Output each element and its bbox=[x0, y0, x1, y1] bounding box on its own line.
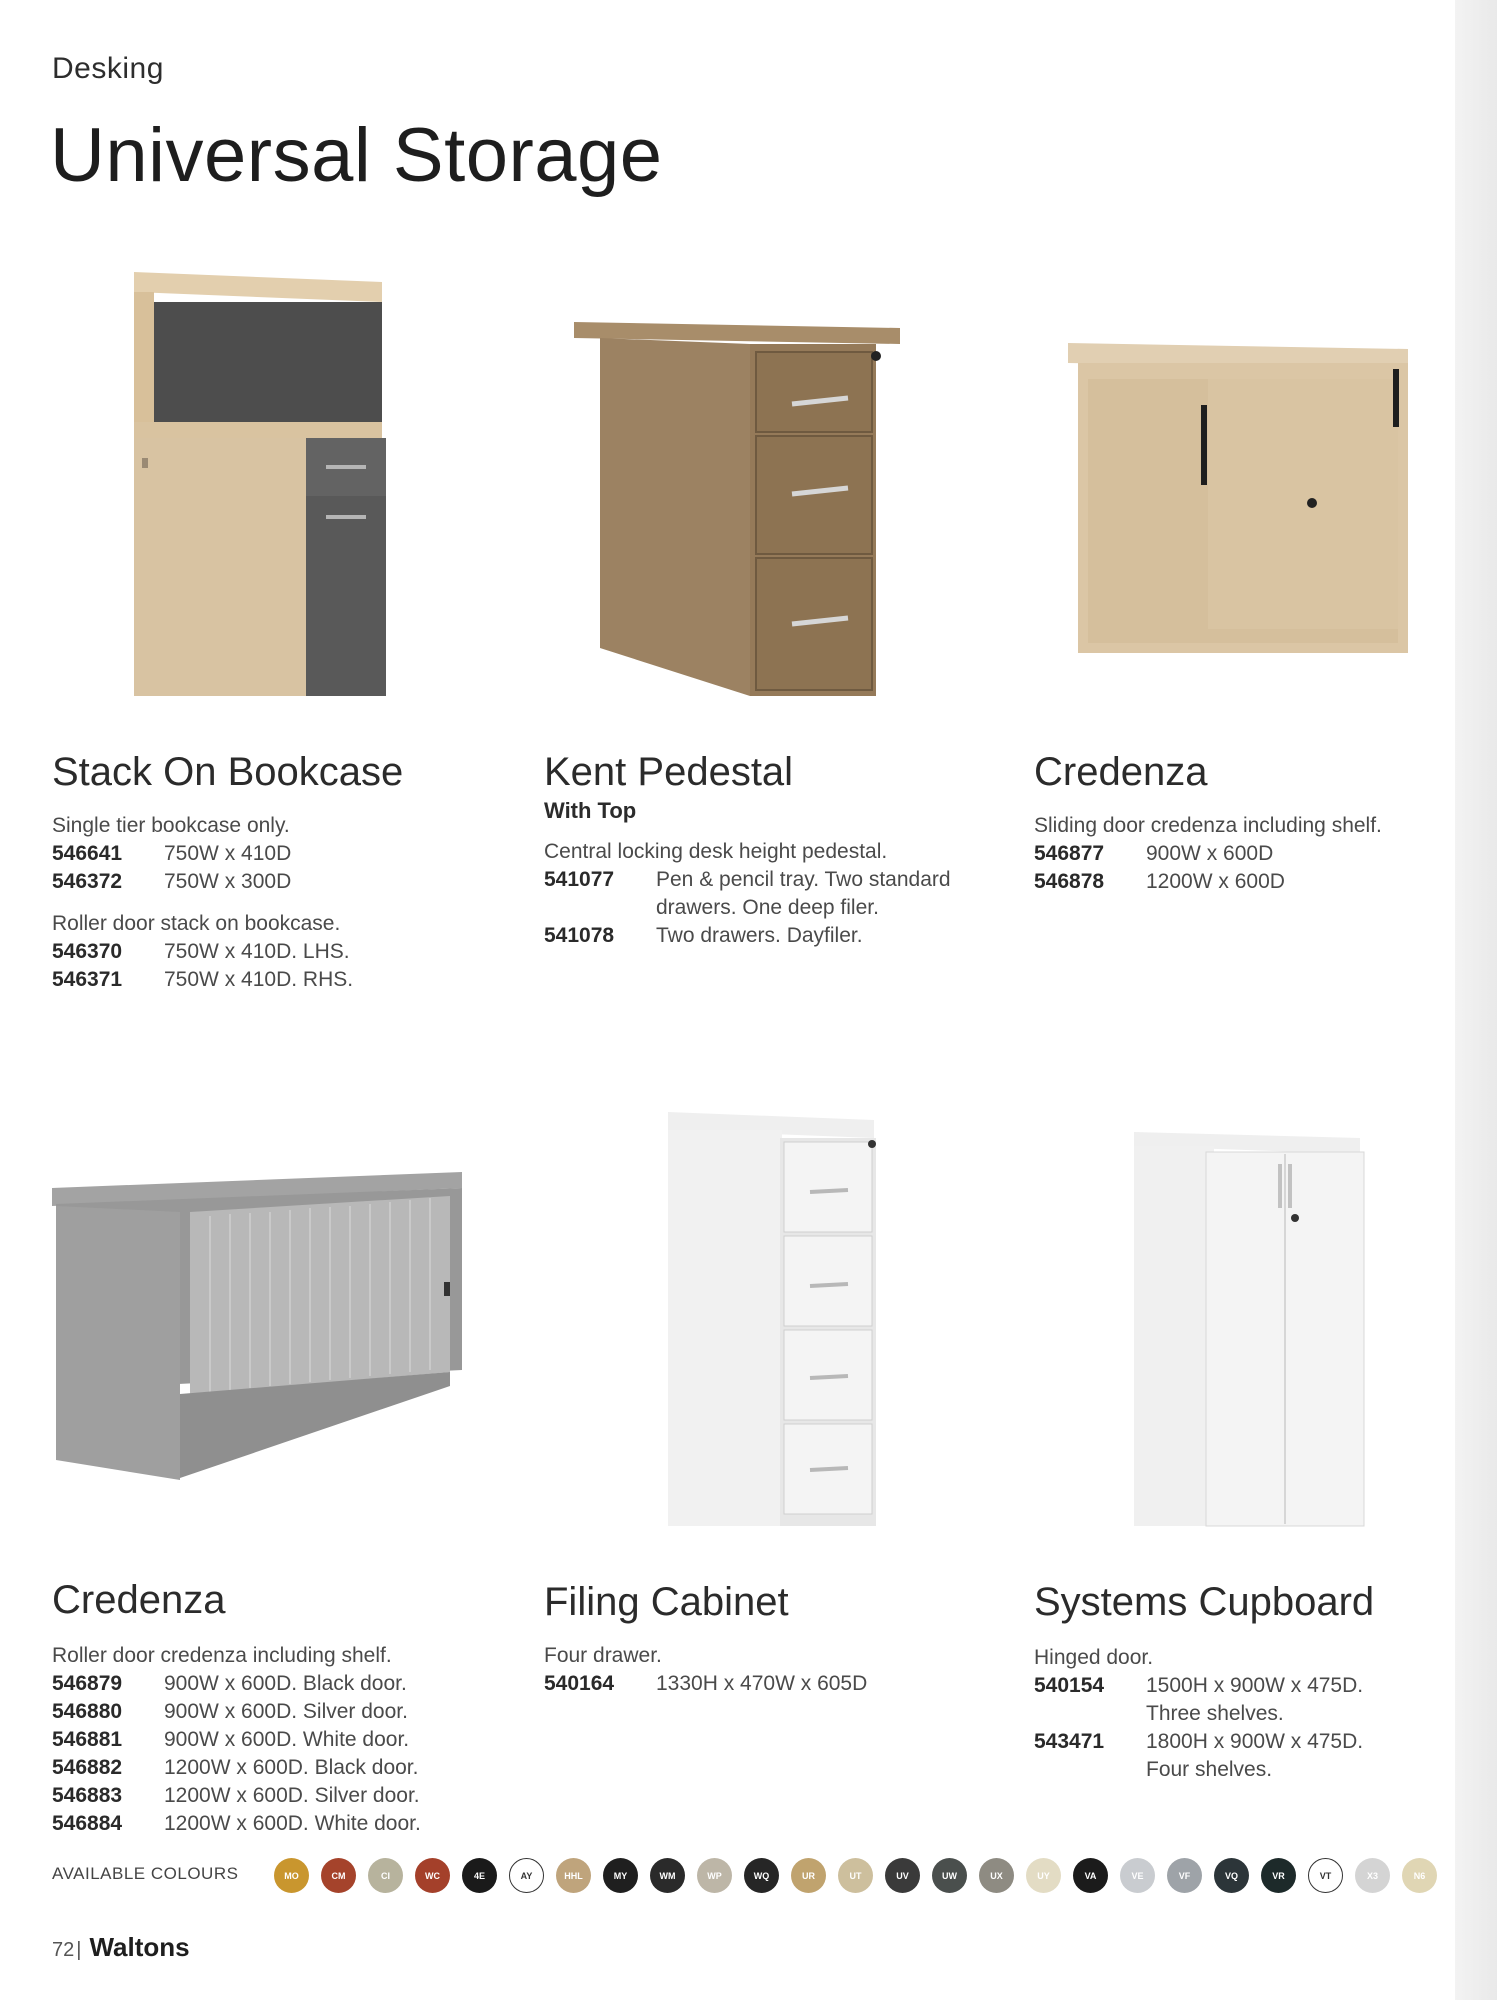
product-spec: Pen & pencil tray. Two standard drawers. One deep filer. bbox=[656, 868, 951, 919]
product-spec: 900W x 600D bbox=[1146, 842, 1274, 865]
colour-swatch: X3 bbox=[1355, 1858, 1390, 1893]
colour-swatch: CI bbox=[368, 1858, 403, 1893]
product-description: Sliding door credenza including shelf. bbox=[1034, 814, 1382, 837]
stack-on-bookcase-image bbox=[120, 262, 400, 702]
product-code: 546877 bbox=[1034, 842, 1105, 865]
colour-swatch: VT bbox=[1308, 1858, 1343, 1893]
product-variant bbox=[52, 1726, 492, 1754]
product-code: 543471 bbox=[1034, 1730, 1105, 1753]
product-spec: 1800H x 900W x 475D. Four shelves. bbox=[1146, 1730, 1364, 1781]
colour-swatch: VA bbox=[1073, 1858, 1108, 1893]
product-code: 546883 bbox=[52, 1784, 123, 1807]
roller-door-credenza-image bbox=[50, 1160, 470, 1490]
product-variant bbox=[52, 840, 492, 868]
product-spec: 900W x 600D. White door. bbox=[164, 1728, 410, 1751]
colour-swatch: VF bbox=[1167, 1858, 1202, 1893]
product-variant bbox=[52, 868, 492, 896]
product-code: 541077 bbox=[544, 868, 615, 891]
product-code: 540164 bbox=[544, 1672, 615, 1695]
product-spec: 900W x 600D. Black door. bbox=[164, 1672, 407, 1695]
product-spec: 750W x 410D bbox=[164, 842, 292, 865]
product-description: Four drawer. bbox=[544, 1644, 662, 1667]
product-variant bbox=[544, 866, 964, 922]
product-code: 546371 bbox=[52, 968, 123, 991]
product-description: Single tier bookcase only. bbox=[52, 814, 290, 837]
product-spec: 1200W x 600D. Silver door. bbox=[164, 1784, 420, 1807]
product-code: 540154 bbox=[1034, 1674, 1105, 1697]
colour-swatch: N6 bbox=[1402, 1858, 1437, 1893]
filing-cabinet-image bbox=[664, 1108, 884, 1528]
footer-separator: | bbox=[76, 1939, 82, 1961]
product-variant bbox=[1034, 1672, 1454, 1728]
product-credenza-roller bbox=[52, 1576, 492, 1838]
page-footer bbox=[52, 1932, 190, 1963]
product-spec: 1500H x 900W x 475D. Three shelves. bbox=[1146, 1674, 1364, 1725]
product-variant bbox=[52, 966, 492, 994]
product-code: 546878 bbox=[1034, 870, 1105, 893]
colour-swatch: CM bbox=[321, 1858, 356, 1893]
colour-swatch: VE bbox=[1120, 1858, 1155, 1893]
product-spec: 1330H x 470W x 605D bbox=[656, 1672, 868, 1695]
colour-swatch: VR bbox=[1261, 1858, 1296, 1893]
colour-swatch: WP bbox=[697, 1858, 732, 1893]
product-name: Credenza bbox=[52, 1578, 226, 1622]
page-title: Universal Storage bbox=[50, 113, 663, 198]
colour-swatch: UT bbox=[838, 1858, 873, 1893]
product-code: 546884 bbox=[52, 1812, 123, 1835]
brand-logo: Waltons bbox=[89, 1932, 190, 1962]
product-variant bbox=[544, 922, 964, 950]
colour-swatch: MO bbox=[274, 1858, 309, 1893]
colour-swatch: MY bbox=[603, 1858, 638, 1893]
product-code: 546880 bbox=[52, 1700, 123, 1723]
colour-swatch: 4E bbox=[462, 1858, 497, 1893]
product-systems-cupboard bbox=[1034, 1578, 1454, 1784]
colour-swatch: VQ bbox=[1214, 1858, 1249, 1893]
systems-cupboard-image bbox=[1130, 1124, 1370, 1530]
product-code: 546882 bbox=[52, 1756, 123, 1779]
product-name: Filing Cabinet bbox=[544, 1580, 789, 1624]
product-credenza-sliding bbox=[1034, 748, 1454, 896]
colour-swatch: WQ bbox=[744, 1858, 779, 1893]
product-spec: 1200W x 600D bbox=[1146, 870, 1285, 893]
product-variant bbox=[52, 1754, 492, 1782]
product-name: Kent Pedestal bbox=[544, 750, 794, 794]
product-spec: 1200W x 600D. Black door. bbox=[164, 1756, 419, 1779]
product-code: 541078 bbox=[544, 924, 615, 947]
colour-swatch: UY bbox=[1026, 1858, 1061, 1893]
product-variant bbox=[52, 1698, 492, 1726]
product-variant bbox=[52, 1670, 492, 1698]
product-name: Stack On Bookcase bbox=[52, 750, 404, 794]
section-label: Desking bbox=[52, 52, 164, 85]
product-description: Central locking desk height pedestal. bbox=[544, 840, 888, 863]
product-spec: 750W x 410D. RHS. bbox=[164, 968, 354, 991]
product-variant bbox=[52, 938, 492, 966]
product-name: Systems Cupboard bbox=[1034, 1580, 1375, 1624]
page-edge-shadow bbox=[1455, 0, 1497, 2000]
colour-swatch-list bbox=[274, 1858, 1437, 1893]
product-variant bbox=[52, 1810, 492, 1838]
colour-swatch: AY bbox=[509, 1858, 544, 1893]
product-variant bbox=[1034, 868, 1454, 896]
product-description: Hinged door. bbox=[1034, 1646, 1154, 1669]
product-code: 546641 bbox=[52, 842, 123, 865]
colour-swatch: UV bbox=[885, 1858, 920, 1893]
colour-swatch: UW bbox=[932, 1858, 967, 1893]
page-number: 72 bbox=[52, 1939, 75, 1961]
product-code: 546881 bbox=[52, 1728, 123, 1751]
product-code: 546370 bbox=[52, 940, 123, 963]
product-name: Credenza bbox=[1034, 750, 1208, 794]
colour-swatch: HHL bbox=[556, 1858, 591, 1893]
product-variant bbox=[1034, 840, 1454, 868]
available-colours-label: AVAILABLE COLOURS bbox=[52, 1864, 239, 1883]
product-spec: Two drawers. Dayfiler. bbox=[656, 924, 863, 947]
product-spec: 750W x 410D. LHS. bbox=[164, 940, 350, 963]
product-spec: 900W x 600D. Silver door. bbox=[164, 1700, 408, 1723]
product-code: 546879 bbox=[52, 1672, 123, 1695]
product-variant bbox=[544, 1670, 964, 1698]
colour-swatch: UX bbox=[979, 1858, 1014, 1893]
product-code: 546372 bbox=[52, 870, 123, 893]
colour-swatch: WM bbox=[650, 1858, 685, 1893]
product-filing-cabinet bbox=[544, 1578, 964, 1698]
product-kent-pedestal bbox=[544, 748, 964, 950]
kent-pedestal-image bbox=[570, 318, 910, 704]
product-variant bbox=[52, 1782, 492, 1810]
product-spec: 750W x 300D bbox=[164, 870, 292, 893]
product-variant bbox=[1034, 1728, 1454, 1784]
colour-swatch: WC bbox=[415, 1858, 450, 1893]
product-description: Roller door credenza including shelf. bbox=[52, 1644, 392, 1667]
product-description: Roller door stack on bookcase. bbox=[52, 912, 341, 935]
colour-swatch: UR bbox=[791, 1858, 826, 1893]
product-subtitle: With Top bbox=[544, 798, 637, 823]
product-stack-on-bookcase bbox=[52, 748, 492, 994]
product-spec: 1200W x 600D. White door. bbox=[164, 1812, 421, 1835]
sliding-door-credenza-image bbox=[1064, 335, 1424, 665]
